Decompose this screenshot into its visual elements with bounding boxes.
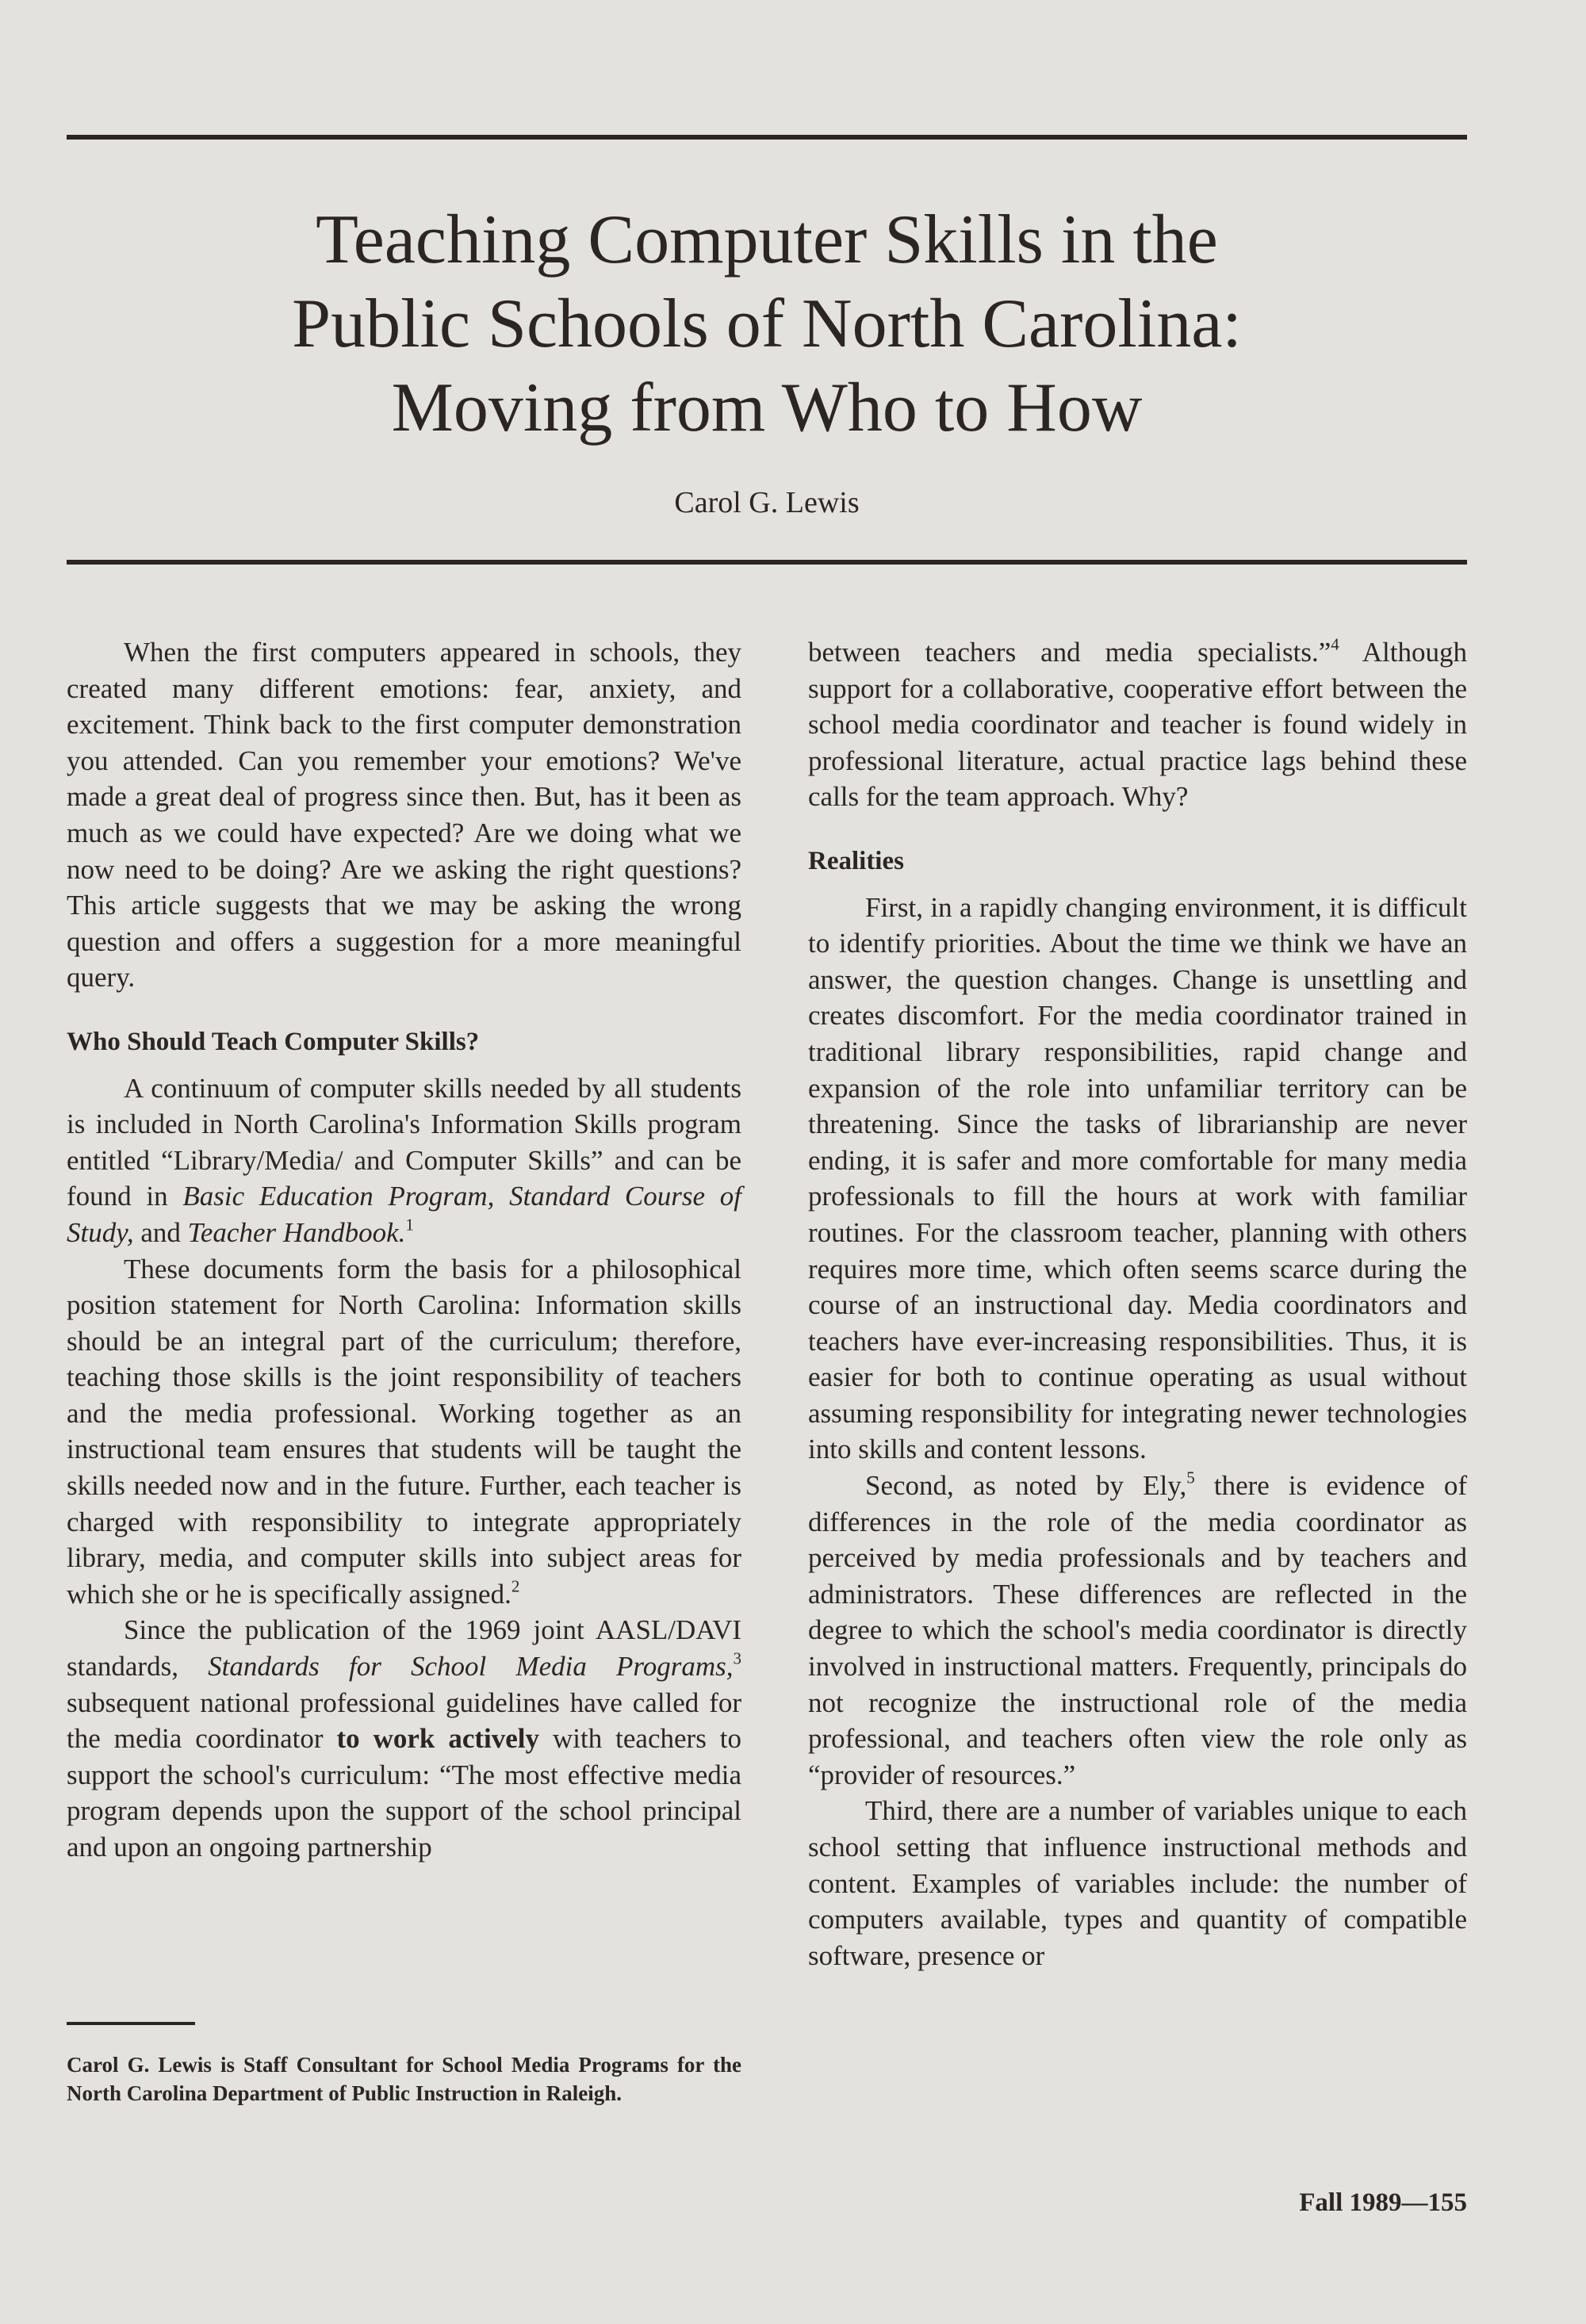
text-run: When the first computers appeared in schools, they created many different emotions: fear, anxiety, and excitement. Think back to the first computer demonstration you attended. Can you remember your emotions? We've made a great deal of progress since then. But, has it been as much as we could have expected? Are we doing what we now need to be doing? Are we asking the right questions? This article suggests that we may be asking the wrong question and offers a suggestion for a more meaningful query. xyxy=(67,637,741,994)
footnote-ref: 4 xyxy=(1331,634,1339,654)
author-byline: Carol G. Lewis xyxy=(674,486,860,519)
left-column xyxy=(67,634,741,1866)
text-run: Basic Education Program, Standard Course of Study, xyxy=(67,1181,741,1248)
article-title xyxy=(67,198,1467,450)
text-run: These documents form the basis for a philosophical position statement for North Carolina: Information skills should be an integral part of the curriculum; therefore, teaching those skills is the joint responsibility of teachers and the media professional. Working together as an instructional team ensures that students will be taught the skills needed now and in the future. Further, each teacher is charged with responsibility to integrate appropriately library, media, and computer skills into subject areas for which she or he is specifically assigned. xyxy=(67,1253,741,1610)
author-footnote: Carol G. Lewis is Staff Consultant for School Media Programs for the North Carolina Department of Public Instruction in Raleigh. xyxy=(67,2053,741,2105)
text-run: First, in a rapidly changing environment, it is difficult to identify priorities. About the time we think we have an answer, the question changes. Change is unsettling and creates discomfort. For the media coordinator trained in traditional library responsibilities, rapid change and expansion of the role into unfamiliar territory can be threatening. Since the tasks of librarianship are never ending, it is safer and more comfortable for many media professionals to fill the hours at work with familiar routines. For the classroom teacher, planning with others requires more time, which often seems scarce during the course of an instructional day. Media coordinators and teachers have ever-increasing responsibilities. Thus, it is easier for both to continue operating as usual without assuming responsibility for integrating newer technologies into skills and content lessons. xyxy=(808,891,1467,1465)
text-run: there is evidence of differences in the role of the media coordinator as perceived by media professionals and by teachers and administrators. These differences are reflected in the degree to which the school's media coordinator is directly involved in instructional matters. Frequently, principals do not recognize the instructional role of the media professional, and teachers often view the role only as “provider of resources.” xyxy=(808,1470,1467,1790)
text-run: Although support for a collaborative, cooperative effort between the school media coordinator and teacher is found widely in professional literature, actual practice lags behind these calls for the team approach. Why? xyxy=(808,637,1467,813)
footnote-ref: 3 xyxy=(733,1648,741,1668)
text-run: Third, there are a number of variables unique to each school setting that influence instructional methods and content. Examples of variables include: the number of computers available, types and quantity of compatible software, presence or xyxy=(808,1795,1467,1971)
text-run: Standards for School Media Programs, xyxy=(208,1651,734,1683)
title-line: Moving from Who to How xyxy=(391,369,1143,446)
text-run: subsequent national professional guidelines have called for the media coordinator xyxy=(67,1687,741,1755)
title-line: Teaching Computer Skills in the xyxy=(316,201,1218,278)
footnote-ref: 2 xyxy=(511,1576,520,1596)
section-heading: Realities xyxy=(808,846,904,875)
body-paragraph xyxy=(808,890,1467,1468)
section-heading: Who Should Teach Computer Skills? xyxy=(67,1027,480,1056)
text-run: Second, as noted by Ely, xyxy=(865,1470,1187,1502)
text-run: Since the publication of the 1969 joint AASL/DAVI standards, xyxy=(67,1614,741,1683)
text-run: Teacher Handbook. xyxy=(187,1216,406,1248)
body-paragraph xyxy=(808,634,1467,815)
body-paragraph xyxy=(808,1793,1467,1974)
title-line: Public Schools of North Carolina: xyxy=(292,285,1242,362)
footnote-rule xyxy=(67,2022,195,2025)
body-paragraph xyxy=(67,1251,741,1613)
title-rule-top xyxy=(67,135,1467,140)
title-rule-bottom xyxy=(67,560,1467,565)
body-paragraph xyxy=(808,1468,1467,1793)
body-paragraph xyxy=(67,1612,741,1865)
text-run: between teachers and media specialists.” xyxy=(808,637,1331,668)
text-run: and xyxy=(133,1216,188,1248)
right-column xyxy=(808,634,1467,1974)
body-paragraph xyxy=(67,634,741,996)
footnote-ref: 5 xyxy=(1186,1468,1195,1487)
body-paragraph xyxy=(67,1070,741,1251)
text-run: with teachers to support the school's curriculum: “The most effective media program depends upon the support of the school principal and upon an ongoing partnership xyxy=(67,1723,742,1863)
text-run: to work actively xyxy=(336,1723,540,1755)
text-run: A continuum of computer skills needed by all students is included in North Carolina's Information Skills program entitled “Library/Media/ and Computer Skills” and can be found in xyxy=(67,1072,741,1212)
page-folio: Fall 1989—155 xyxy=(1299,2188,1467,2217)
footnote-ref: 1 xyxy=(405,1215,414,1235)
